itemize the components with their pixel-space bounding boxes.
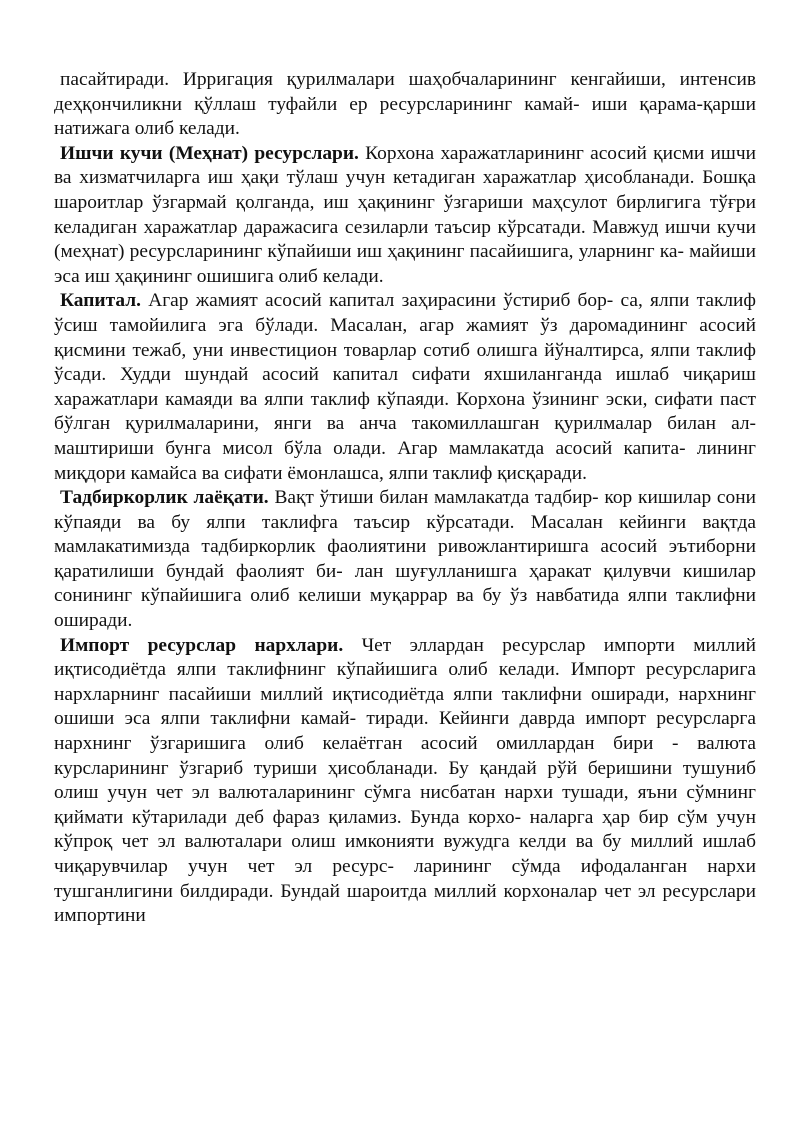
document-page xyxy=(54,68,756,929)
paragraph-entrepreneurship xyxy=(54,486,756,634)
paragraph-import-prices xyxy=(54,634,756,929)
paragraph-text: Вақт ўтиши билан мамлакатда тадбир- кор кишилар сони кўпаяди ва бу ялпи таклифга таъсир кўрсатади. Масалан кейинги вақтда мамлакатимизда тадбиркорлик фаолиятини ривожлантиришга асосий эътиборни қаратилиши бундай фаолият би- лан шуғулланишга ҳаракат қилувчи кишилар сонининг кўпайишига олиб келиши муқаррар ва бу ўз навбатида ялпи таклифни оширади. xyxy=(54,487,756,632)
paragraph-labor-resources xyxy=(54,142,756,290)
paragraph-irrigation xyxy=(54,68,756,142)
paragraph-text: пасайтиради. Ирригация қурилмалари шаҳобчаларининг кенгайиши, интенсив деҳқончиликни қўллаш туфайли ер ресурсларининг камай- иши қарама-қарши натижага олиб келади. xyxy=(54,69,756,140)
paragraph-heading: Импорт ресурслар нархлари. xyxy=(60,634,344,656)
paragraph-heading: Тадбиркорлик лаёқати. xyxy=(60,487,269,509)
paragraph-text: Чет эллардан ресурслар импорти миллий иқтисодиётда ялпи таклифнинг кўпайишига олиб келади. Импорт ресурсларига нархларнинг пасайиши миллий иқтисодиётда ялпи таклифни оширади, нархнинг ошиши эса ялпи таклифни камай- тиради. Кейинги даврда импорт ресурсларга нархнинг ўзгаришига олиб келаётган асосий омиллардан бири - валюта курсларининг ўзгариб туриши ҳисобланади. Бу қандай рўй беришини тушуниб олиш учун чет эл валюталарининг сўмга нисбатан нархи тушади, яъни сўмнинг қиймати кўтарилади деб фараз қиламиз. Бунда корхо- наларга ҳар бир сўм учун кўпроқ чет эл валюталари олиш имконияти вужудга келди ва бу миллий ишлаб чиқарувчилар учун чет эл ресурс- ларининг сўмда ифодаланган нархи тушганлигини билдиради. Бундай шароитда миллий корхоналар чет эл ресурслари импортини xyxy=(54,634,756,927)
paragraph-heading: Ишчи кучи (Меҳнат) ресурслари. xyxy=(60,142,359,164)
paragraph-heading: Капитал. xyxy=(60,290,141,312)
paragraph-text: Агар жамият асосий капитал заҳирасини ўстириб бор- са, ялпи таклиф ўсиш тамойилига эга бўлади. Масалан, агар жамият ўз даромадининг асосий қисмини тежаб, уни инвестицион товарлар сотиб олишга йўналтирса, ялпи таклиф ўсади. Худди шундай асосий капитал сифати яхшиланганда ишлаб чиқариш харажатлари камаяди ва ялпи таклиф кўпаяди. Корхона ўзининг эски, сифати паст бўлган қурилмаларини, янги ва анча такомиллашган қурилмалар билан ал- маштириши бунга мисол бўла олади. Агар мамлакатда асосий капита- лининг миқдори камайса ва сифати ёмонлашса, ялпи таклиф қисқаради. xyxy=(54,290,756,484)
paragraph-text: Корхона харажатларининг асосий қисми ишчи ва хизматчиларга иш ҳақи тўлаш учун кетадиган харажатлар ҳисобланади. Бошқа шароитлар ўзгармай қолганда, иш ҳақининг ўзгариши маҳсулот бирлигига тўғри келадиган харажатлар даражасига сезиларли таъсир кўрсатади. Мавжуд ишчи кучи (меҳнат) ресурсларининг кўпайиши иш ҳақининг пасайишига, уларнинг ка- майиши эса иш ҳақининг ошишига олиб келади. xyxy=(54,142,756,287)
paragraph-capital xyxy=(54,289,756,486)
